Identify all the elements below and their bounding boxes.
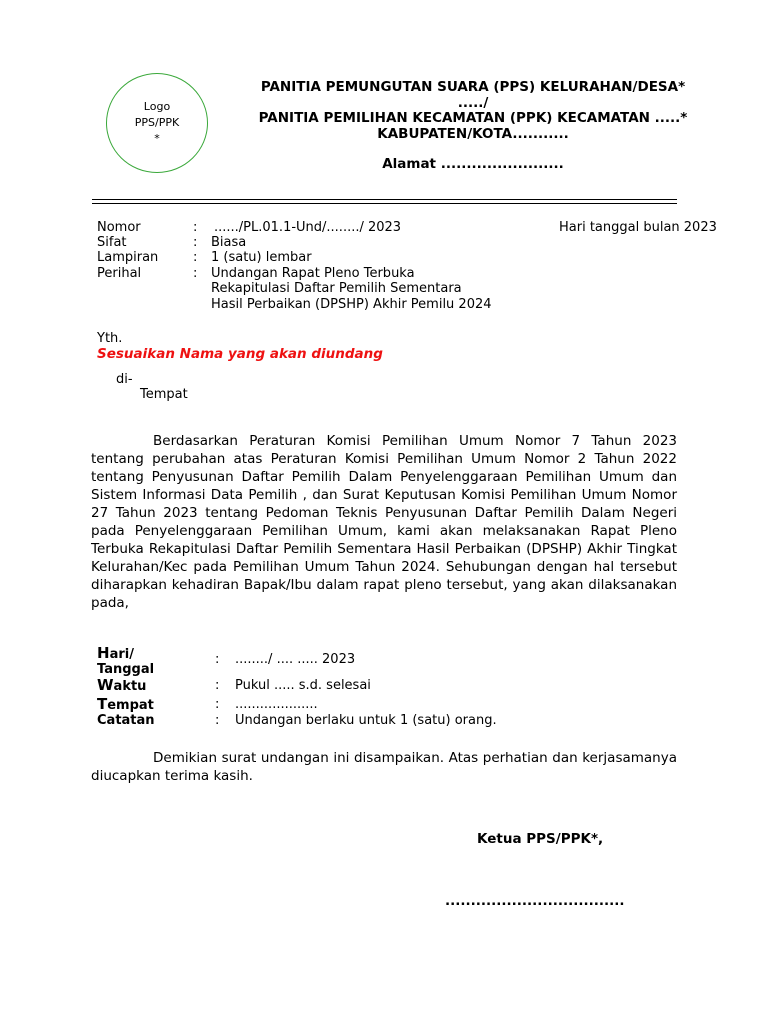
header-address: Alamat ........................ [382, 156, 564, 172]
signature-title: Ketua PPS/PPK*, [477, 831, 604, 847]
tempat-colon: : [215, 697, 220, 712]
recipient-placeholder: Sesuaikan Nama yang akan diundang [97, 346, 383, 362]
body-paragraph-1: Berdasarkan Peraturan Komisi Pemilihan Umum Nomor 7 Tahun 2023 tentang perubahan atas Peraturan Komisi Pemilihan Umum Nomor 2 Tahun 2022 tentang Penyusunan Daftar Pemilih Dalam Penyelenggaraan Pemilihan Umum dan Sistem Informasi Data Pemilih , dan Surat Keputusan Komisi Pemilihan Umum Nomor 27 Tahun 2023 tentang Pedoman Teknis Penyusunan Daftar Pemilih Dalam Negeri pada Penyelenggaraan Pemilihan Umum, kami akan melaksanakan Rapat Pleno Terbuka Rekapitulasi Daftar Pemilih Sementara Hasil Perbaikan (DPSHP) Akhir Tingkat Kelurahan/Kec pada Pemilihan Umum Tahun 2024. Sehubungan dengan hal tersebut diharapkan kehadiran Bapak/Ibu dalam rapat pleno tersebut, yang akan dilaksanakan pada, [91, 433, 677, 611]
perihal-colon: : [193, 266, 198, 281]
sifat-colon: : [193, 235, 198, 250]
lampiran-colon: : [193, 250, 198, 265]
perihal-line-3: Hasil Perbaikan (DPSHP) Akhir Pemilu 2024 [211, 297, 492, 312]
logo-text-1: Logo [143, 100, 171, 113]
logo-text-2: PPS/PPK [134, 116, 180, 129]
catatan-label: Catatan [97, 713, 155, 728]
waktu-label [97, 678, 146, 694]
tanggal-label: Tanggal [97, 662, 155, 677]
waktu-value: Pukul ..... s.d. selesai [235, 678, 371, 693]
tempat-label: Tempat [140, 387, 188, 402]
header-line-2: ...../ [457, 95, 489, 111]
catatan-colon: : [215, 713, 220, 728]
catatan-value: Undangan berlaku untuk 1 (satu) orang. [235, 713, 497, 728]
header-rule-top [92, 199, 677, 200]
header-line-3: PANITIA PEMILIHAN KECAMATAN (PPK) KECAMATAN .....* [258, 110, 688, 126]
tempat-rest: empat [107, 698, 154, 713]
tempat-value: .................... [235, 697, 318, 712]
yth-label: Yth. [97, 331, 123, 346]
waktu-cap: W [97, 676, 114, 694]
hari-colon: : [215, 652, 220, 667]
logo-placeholder [106, 73, 208, 173]
logo-text-3: * [154, 132, 160, 145]
sifat-label: Sifat [97, 235, 127, 250]
header-rule-bottom [92, 203, 677, 204]
letter-date: Hari tanggal bulan 2023 [559, 220, 717, 235]
tempat-cap: T [97, 695, 108, 713]
waktu-colon: : [215, 678, 220, 693]
nomor-label: Nomor [97, 220, 141, 235]
hari-cap: H [97, 644, 110, 662]
perihal-line-2: Rekapitulasi Daftar Pemilih Sementara [211, 281, 462, 296]
perihal-line-1: Undangan Rapat Pleno Terbuka [211, 266, 415, 281]
signature-name-line: ................................... [445, 893, 625, 909]
nomor-colon: : [193, 220, 198, 235]
sifat-value: Biasa [211, 235, 247, 250]
header-line-4: KABUPATEN/KOTA........... [377, 126, 569, 142]
tempat-sched-label [97, 697, 154, 713]
perihal-label: Perihal [97, 266, 142, 281]
nomor-value: ....../PL.01.1-Und/......../ 2023 [214, 220, 402, 235]
waktu-rest: aktu [113, 679, 147, 694]
di-label: di- [116, 372, 133, 387]
hari-label [97, 646, 134, 662]
lampiran-label: Lampiran [97, 250, 159, 265]
lampiran-value: 1 (satu) lembar [211, 250, 312, 265]
header-line-1: PANITIA PEMUNGUTAN SUARA (PPS) KELURAHAN/DESA* [260, 79, 686, 95]
hari-value: ......../ .... ..... 2023 [235, 652, 356, 667]
hari-rest: ari/ [109, 647, 134, 662]
body-paragraph-2: Demikian surat undangan ini disampaikan. Atas perhatian dan kerjasamanya diucapkan terima kasih. [91, 750, 677, 784]
